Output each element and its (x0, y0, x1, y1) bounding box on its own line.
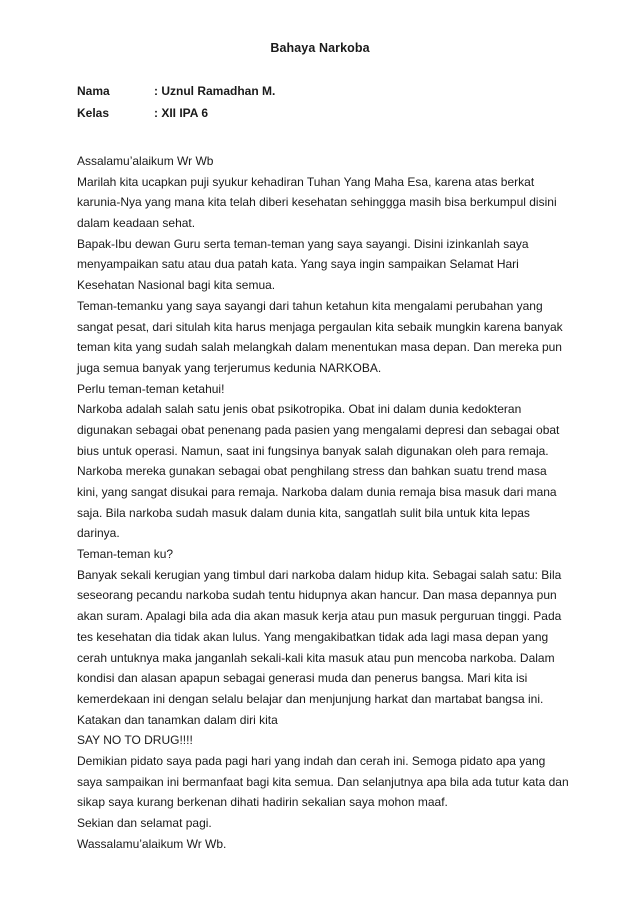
speech-body (77, 151, 567, 854)
body-line: Teman-teman ku? (77, 547, 174, 562)
field-nama (77, 84, 275, 98)
body-line: Narkoba adalah salah satu jenis obat psikotropika. Obat ini dalam dunia kedokteran (77, 402, 522, 417)
body-line: Marilah kita ucapkan puji syukur kehadiran Tuhan Yang Maha Esa, karena atas berkat (77, 174, 535, 189)
body-line: Bapak-Ibu dewan Guru serta teman-teman yang saya sayangi. Disini izinkanlah saya (77, 236, 529, 251)
body-line: Teman-temanku yang saya sayangi dari tahun ketahun kita mengalami perubahan yang (77, 298, 543, 313)
body-line: cerah untuknya maka janganlah sekali-kali kita masuk atau pun mencoba narkoba. Dalam (77, 650, 555, 665)
field-kelas (77, 106, 208, 120)
body-line: digunakan sebagai obat penenang pada pasien yang mengalami depresi dan sebagai obat (77, 422, 560, 437)
body-line: tes kesehatan dia tidak akan lulus. Yang mengakibatkan tidak ada lagi masa depan yang (77, 629, 549, 644)
body-line: Katakan dan tanamkan dalam diri kita (77, 712, 278, 727)
body-line: Demikian pidato saya pada pagi hari yang indah dan cerah ini. Semoga pidato apa yang (77, 753, 546, 768)
body-line: kondisi dan alasan apapun sebagai generasi muda dan penerus bangsa. Mari kita isi (77, 671, 528, 686)
body-line: Perlu teman-teman ketahui! (77, 381, 225, 396)
body-line: sikap saya kurang berkenan dihati hadirin sekalian saya mohon maaf. (77, 795, 448, 810)
body-line: menyampaikan satu atau dua patah kata. Yang saya ingin sampaikan Selamat Hari (77, 257, 519, 272)
body-line: dalam keadaan sehat. (77, 216, 196, 231)
body-line: teman kita yang sudah salah melangkah dalam menentukan masa depan. Dan mereka pun (77, 340, 562, 355)
field-label: Kelas (77, 106, 110, 120)
body-line: kemerdekaan ini dengan selalu belajar dan menjunjung harkat dan martabat bangsa ini. (77, 691, 544, 706)
body-line: Assalamu’alaikum Wr Wb (77, 154, 214, 168)
body-line: juga semua banyak yang terjerumus kedunia NARKOBA. (77, 360, 382, 375)
document-title: Bahaya Narkoba (270, 41, 370, 55)
body-line: akan suram. Apalagi bila ada dia akan masuk kerja atau pun masuk perguruan tinggi. Pada (77, 609, 562, 624)
body-line: saya sampaikan ini bermanfaat bagi kita semua. Dan selanjutnya apa bila ada tutur kata dan (77, 774, 569, 789)
body-line: bius untuk operasi. Namun, saat ini fungsinya banyak salah digunakan oleh para remaja. (77, 443, 549, 458)
field-value: : Uznul Ramadhan M. (154, 84, 276, 98)
body-line: Kesehatan Nasional bagi kita semua. (77, 278, 276, 293)
field-value: : XII IPA 6 (154, 106, 209, 120)
body-line: sangat pesat, dari situlah kita harus menjaga pergaulan kita sebaik mungkin karena banyak (77, 319, 563, 334)
body-line: seseorang pecandu narkoba sudah tentu hidupnya akan hancur. Dan masa depannya pun (77, 588, 557, 603)
body-line: kini, yang sangat disukai para remaja. Narkoba dalam dunia remaja bisa masuk dari mana (77, 485, 557, 499)
body-line: Banyak sekali kerugian yang timbul dari narkoba dalam hidup kita. Sebagai salah satu: Bila (77, 567, 562, 582)
body-line: darinya. (77, 526, 120, 541)
body-line: SAY NO TO DRUG!!!! (77, 733, 193, 748)
body-line: Narkoba mereka gunakan sebagai obat penghilang stress dan bahkan suatu trend masa (77, 464, 547, 479)
body-line: saja. Bila narkoba sudah masuk dalam dunia kita, sangatlah sulit bila untuk kita lepas (77, 505, 530, 520)
body-line: Sekian dan selamat pagi. (77, 816, 212, 830)
body-line: karunia-Nya yang mana kita telah diberi kesehatan sehinggga masih bisa berkumpul disini (77, 195, 557, 210)
field-label: Nama (77, 84, 110, 98)
body-line: Wassalamu’alaikum Wr Wb. (77, 836, 227, 851)
